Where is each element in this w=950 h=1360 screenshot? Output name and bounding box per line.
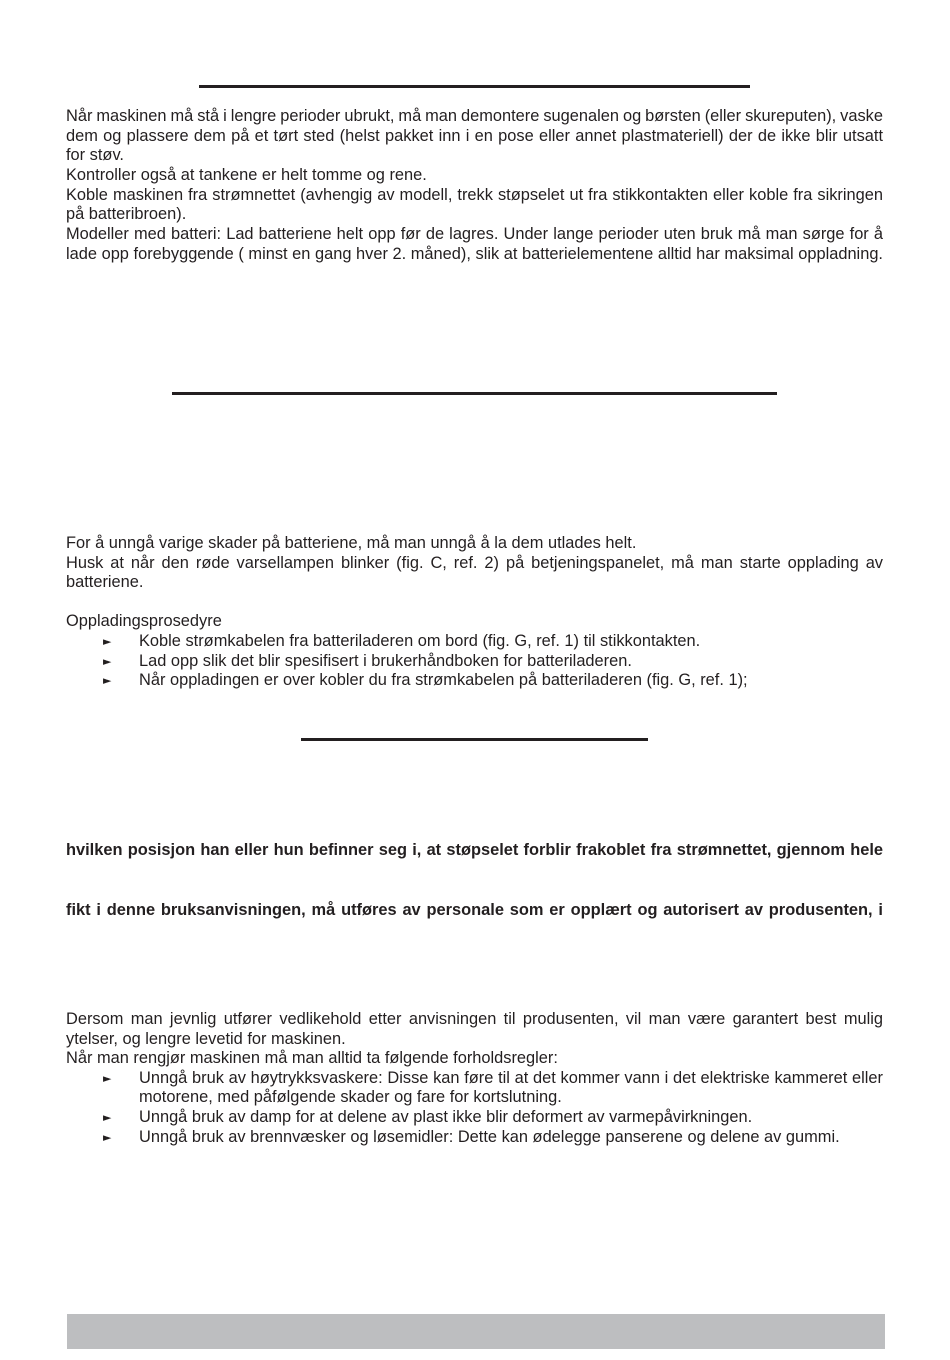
text-line: For å unngå varige skader på batteriene, må man unngå å la dem utlades helt. [66,534,637,552]
charging-step [66,652,883,672]
bullet-marker: ► [103,1130,112,1144]
text-line: Lad opp slik det blir spesifisert i brukerhåndboken for batteriladeren. [139,651,632,670]
text-line: motorene, med påfølgende skader og fare for kortslutning. [139,1088,562,1107]
text-line: dem og plassere dem på et tørt sted (helst pakket inn i en pose eller annet plastmateriell) der de ikke blir utsatt [66,126,883,145]
text-line: for støv. [66,146,124,165]
cleaning-precaution [66,1128,883,1148]
bullet-marker: ► [103,674,112,688]
cleaning-precaution [66,1069,883,1108]
maintenance-warning-fragment [66,901,883,921]
section-heading-rule [172,392,777,395]
storage-instructions [66,107,883,265]
maintenance-instructions [66,1010,883,1147]
paragraph-gap [66,593,883,613]
footer-bar [67,1314,885,1349]
bullet-marker: ► [103,634,112,648]
text-line: Når maskinen må stå i lengre perioder ubrukt, må man demontere sugenalen og børsten (eller skureputen), vaske [66,107,883,125]
cleaning-precaution [66,1108,883,1128]
text-line: Koble strømkabelen fra batteriladeren om bord (fig. G, ref. 1) til stikkontakten. [139,631,701,650]
text-line: lade opp forebyggende ( minst en gang hver 2. måned), slik at batterielementene alltid har maksimal oppladning. [66,244,883,263]
bullet-marker: ► [103,1110,112,1124]
text-line: Koble maskinen fra strømnettet (avhengig av modell, trekk støpselet ut fra stikkontakten eller koble fra sikringen [66,185,883,204]
charging-step [66,671,883,691]
text-line: Unngå bruk av brennvæsker og løsemidler: Dette kan ødelegge panserene og delene av gummi. [139,1127,840,1146]
maintenance-warning-fragment [66,841,883,861]
charging-procedure-title: Oppladingsprosedyre [66,612,222,631]
text-line: fikt i denne bruksanvisningen, må utføres av personale som er opplært og autorisert av produsenten, i [66,901,883,919]
text-line: Husk at når den røde varsellampen blinker (fig. C, ref. 2) på betjeningspanelet, må man starte opplading av [66,553,883,572]
battery-charging-instructions [66,534,883,691]
section-heading-rule [199,85,750,88]
text-line: hvilken posisjon han eller hun befinner seg i, at støpselet forblir frakoblet fra strømnettet, gjennom hele [66,841,883,859]
text-line: Unngå bruk av høytrykksvaskere: Disse kan føre til at det kommer vann i det elektriske kammeret eller [139,1068,883,1087]
text-line: batteriene. [66,573,144,592]
text-line: Når oppladingen er over kobler du fra strømkabelen på batteriladeren (fig. G, ref. 1); [139,671,748,690]
text-line: ytelser, og lengre levetid for maskinen. [66,1029,346,1048]
text-line: på batteribroen). [66,205,187,224]
text-line: Kontroller også at tankene er helt tomme og rene. [66,166,427,185]
bullet-marker: ► [103,1071,112,1085]
text-line: Unngå bruk av damp for at delene av plast ikke blir deformert av varmepåvirkningen. [139,1107,753,1126]
bullet-marker: ► [103,654,112,668]
charging-step [66,632,883,652]
text-line: Når man rengjør maskinen må man alltid ta følgende forholdsregler: [66,1049,558,1068]
section-heading-rule [301,738,648,741]
text-line: Dersom man jevnlig utfører vedlikehold etter anvisningen til produsenten, vil man være garantert best mulig [66,1010,883,1028]
text-line: Modeller med batteri: Lad batteriene helt opp før de lagres. Under lange perioder uten bruk må man sørge for å [66,225,883,244]
